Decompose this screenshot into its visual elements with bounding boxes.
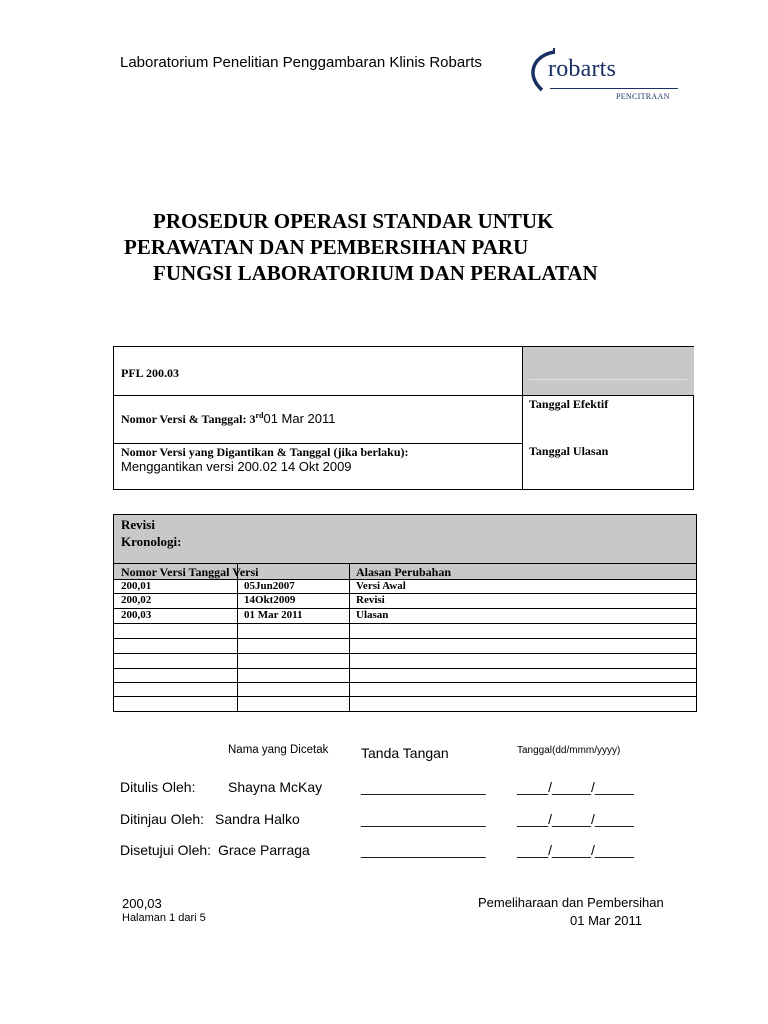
- title-line-3: FUNGSI LABORATORIUM DAN PERALATAN: [153, 261, 598, 285]
- review-date-label: Tanggal Ulasan: [529, 444, 609, 458]
- logo-subtitle: PENCITRAAN: [616, 92, 670, 101]
- row-3-date: 01 Mar 2011: [244, 609, 303, 621]
- row-3-reason: Ulasan: [356, 609, 389, 621]
- document-code: PFL 200.03: [121, 366, 180, 380]
- effective-date-shaded-cell: [523, 347, 694, 395]
- row-2-version: 200,02: [121, 594, 152, 606]
- reviewed-by-name: Sandra Halko: [215, 811, 300, 827]
- row-3-version: 200,03: [121, 609, 152, 621]
- row-2-date: 14Okt2009: [244, 594, 296, 606]
- reviewed-by-signature-line: ________________: [361, 811, 486, 827]
- approved-by-label: Disetujui Oleh:: [120, 842, 212, 858]
- version-label: Nomor Versi & Tanggal:: [121, 412, 247, 426]
- footer-doc-title: Pemeliharaan dan Pembersihan: [478, 895, 664, 910]
- title-line-2: PERAWATAN DAN PEMBERSIHAN PARU: [124, 235, 529, 259]
- version-suffix: rd: [255, 411, 264, 420]
- logo-brand: robarts: [548, 56, 617, 82]
- row-2-reason: Revisi: [356, 594, 385, 606]
- approved-by-name: Grace Parraga: [218, 842, 310, 858]
- title-line-1: PROSEDUR OPERASI STANDAR UNTUK: [153, 209, 554, 233]
- reviewed-by-date-line: ____/_____/_____: [517, 811, 634, 827]
- reviewed-by-label: Ditinjau Oleh:: [120, 811, 205, 827]
- written-by-name: Shayna McKay: [228, 779, 323, 795]
- written-by-label: Ditulis Oleh:: [120, 779, 196, 795]
- approved-by-signature-line: ________________: [361, 842, 486, 858]
- revision-title-2: Kronologi:: [121, 534, 182, 549]
- replaced-version-label: Nomor Versi yang Digantikan & Tanggal (jika berlaku):: [121, 445, 409, 459]
- date-header: Tanggal(dd/mmm/yyyy): [517, 745, 621, 756]
- column-header-version: Nomor Versi Tanggal Versi: [121, 565, 259, 579]
- effective-date-label: Tanggal Efektif: [529, 397, 609, 411]
- version-date: 01 Mar 2011: [263, 411, 336, 426]
- footer-date: 01 Mar 2011: [570, 913, 643, 928]
- printed-name-header: Nama yang Dicetak: [228, 744, 329, 756]
- row-1-date: 05Jun2007: [244, 580, 295, 592]
- version-number: 3: [249, 412, 256, 426]
- row-1-version: 200,01: [121, 580, 152, 592]
- footer-page-number: Halaman 1 dari 5: [122, 912, 206, 924]
- logo-underline: [550, 88, 678, 89]
- lab-name: Laboratorium Penelitian Penggambaran Klinis Robarts: [120, 54, 482, 71]
- revision-history-table: [113, 514, 697, 712]
- revision-title-cell: [114, 515, 696, 564]
- column-header-reason: Alasan Perubahan: [356, 565, 452, 579]
- version-field: [121, 411, 336, 427]
- written-by-date-line: ____/_____/_____: [517, 779, 634, 795]
- written-by-signature-line: ________________: [361, 779, 486, 795]
- row-1-reason: Versi Awal: [356, 580, 406, 592]
- document-info-table: [113, 346, 694, 490]
- replaced-version-value: Menggantikan versi 200.02 14 Okt 2009: [121, 459, 352, 474]
- revision-title-1: Revisi: [121, 517, 155, 532]
- signature-header: Tanda Tangan: [361, 745, 449, 761]
- footer-doc-number: 200,03: [122, 896, 162, 911]
- robarts-logo: [520, 44, 680, 104]
- approved-by-date-line: ____/_____/_____: [517, 842, 634, 858]
